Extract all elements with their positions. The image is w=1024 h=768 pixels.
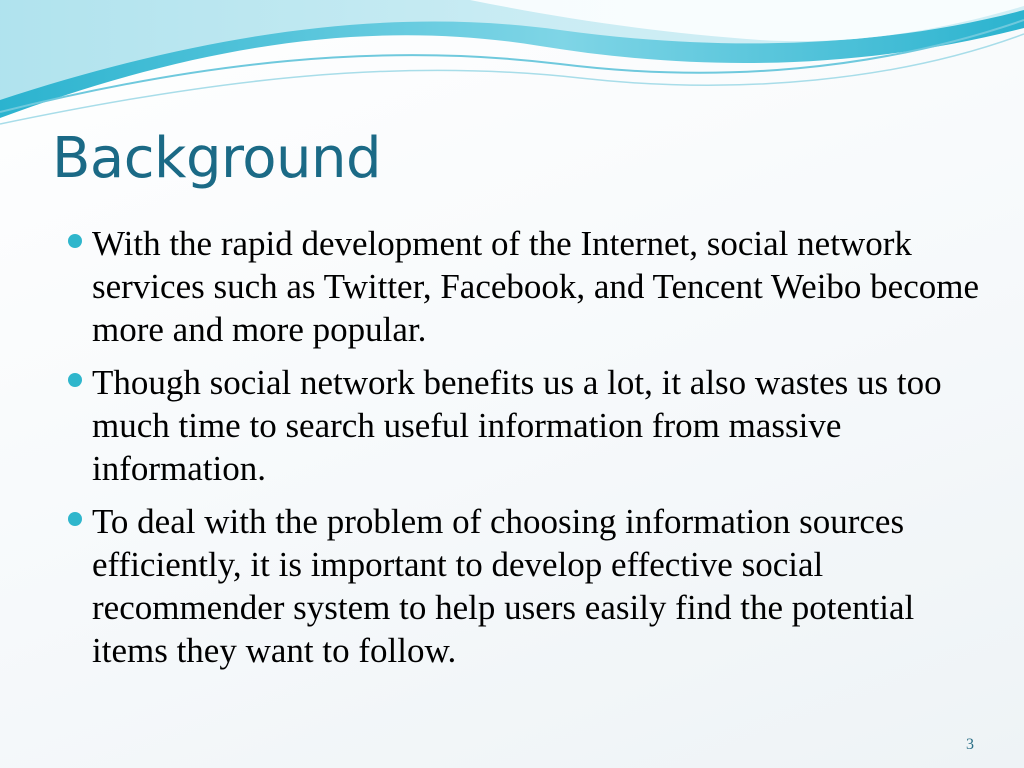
page-number: 3 [966,736,974,753]
bullet-dot-icon [68,512,82,526]
bullet-item [62,500,982,672]
bullet-text: To deal with the problem of choosing information sources efficiently, it is important to develop effective social recommender system to help users easily find the potential items they want to follow. [92,502,915,670]
bullet-dot-icon [68,373,82,387]
bullet-list [62,222,982,682]
header-wave-decoration [0,0,1024,130]
bullet-text: With the rapid development of the Internet, social network services such as Twitter, Facebook, and Tencent Weibo become more and more popular. [92,224,979,349]
slide-title: Background [52,126,382,191]
bullet-item [62,361,982,490]
bullet-item [62,222,982,351]
bullet-text: Though social network benefits us a lot, it also wastes us too much time to search useful information from massive information. [92,363,942,488]
bullet-dot-icon [68,234,82,248]
